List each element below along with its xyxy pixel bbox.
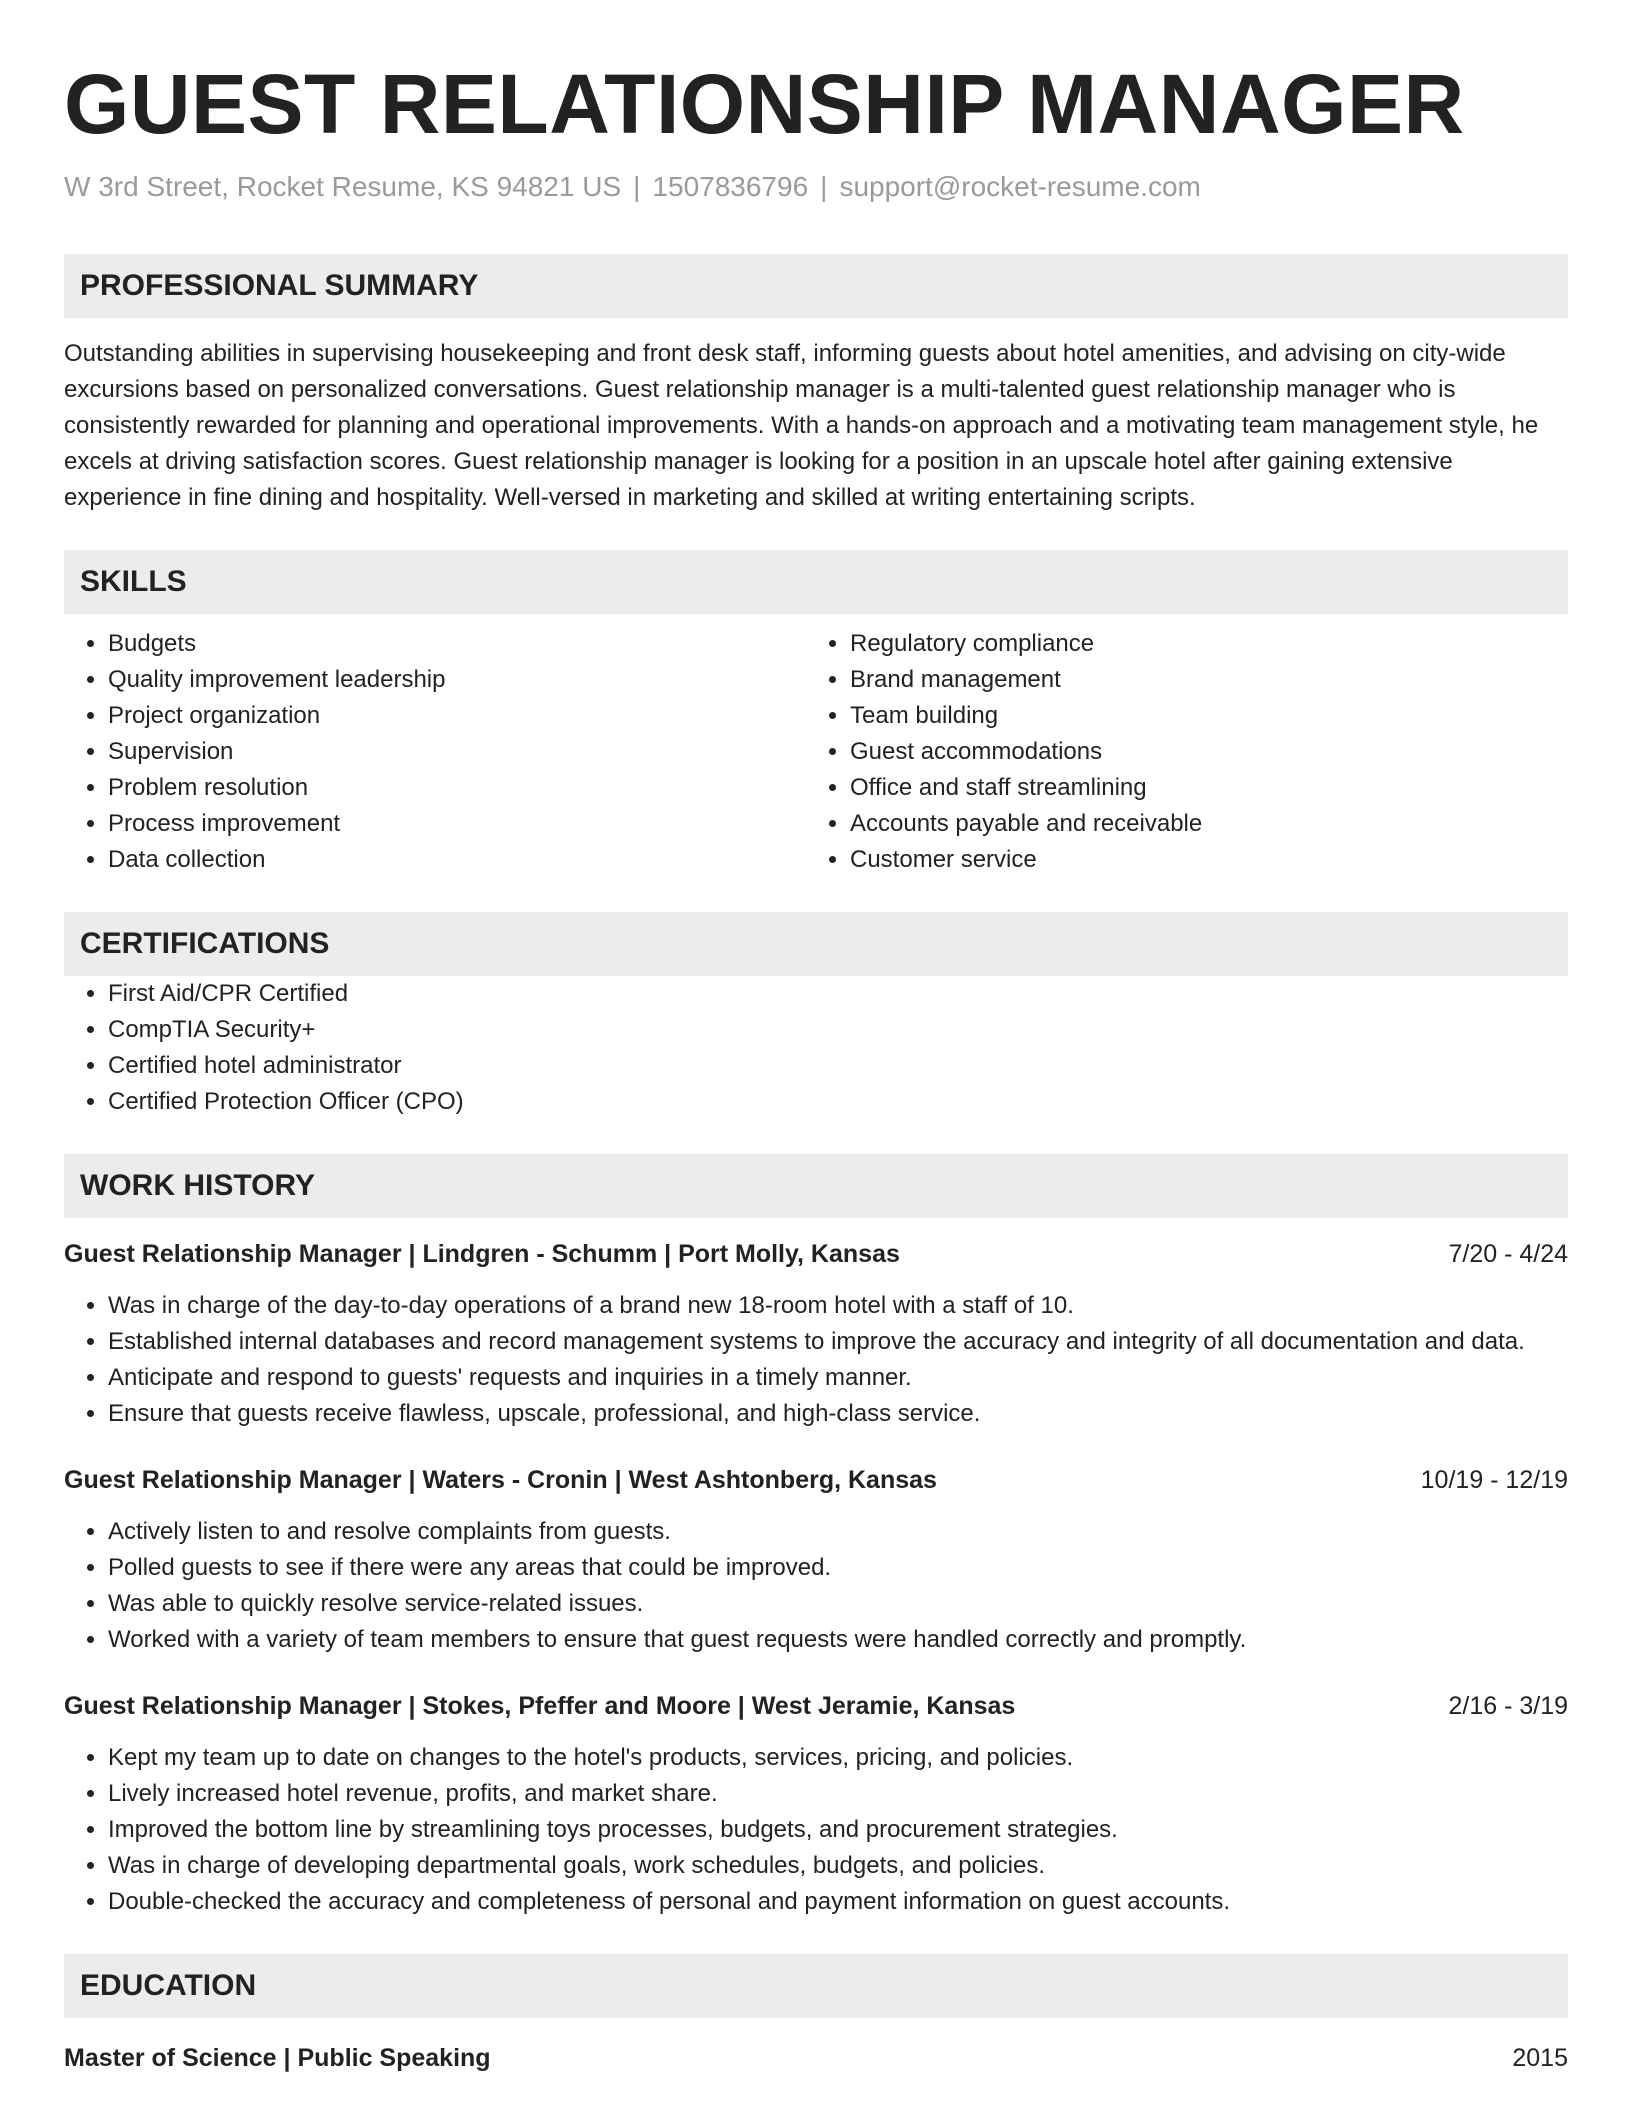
job-title: Guest Relationship Manager | Lindgren - Schumm | Port Molly, Kansas	[64, 1240, 900, 1268]
education-year: 2015	[1512, 2044, 1568, 2072]
job-header	[64, 1462, 1568, 1498]
job-header	[64, 1688, 1568, 1724]
job-bullet: • Improved the bottom line by streamlining toys processes, budgets, and procurement strategies.	[108, 1812, 1568, 1848]
skill-item: • Guest accommodations	[850, 734, 1548, 770]
skills-list-left	[64, 626, 806, 878]
job-bullet: • Double-checked the accuracy and completeness of personal and payment information on guest accounts.	[108, 1884, 1568, 1920]
certification-item: • CompTIA Security+	[108, 1012, 1568, 1048]
job-bullet: • Was in charge of developing departmental goals, work schedules, budgets, and policies.	[108, 1848, 1568, 1884]
skill-item: • Quality improvement leadership	[108, 662, 806, 698]
job-bullet: • Anticipate and respond to guests' requests and inquiries in a timely manner.	[108, 1360, 1568, 1396]
job-dates: 7/20 - 4/24	[1448, 1240, 1568, 1268]
contact-address: W 3rd Street, Rocket Resume, KS 94821 US	[64, 171, 622, 202]
job-bullet: • Was able to quickly resolve service-related issues.	[108, 1586, 1568, 1622]
certification-item: • Certified hotel administrator	[108, 1048, 1568, 1084]
job-bullet: • Was in charge of the day-to-day operations of a brand new 18-room hotel with a staff of 10.	[108, 1288, 1568, 1324]
skill-item: • Project organization	[108, 698, 806, 734]
candidate-name: GUEST RELATIONSHIP MANAGER	[64, 57, 1465, 151]
job-header	[64, 1236, 1568, 1272]
skills-grid	[64, 626, 1568, 878]
job-title: Guest Relationship Manager | Waters - Cronin | West Ashtonberg, Kansas	[64, 1466, 937, 1494]
skill-item: • Customer service	[850, 842, 1548, 878]
job-entry	[64, 1236, 1568, 1432]
skill-item: • Team building	[850, 698, 1548, 734]
education-degree: Master of Science | Public Speaking	[64, 2044, 491, 2072]
skill-item: • Problem resolution	[108, 770, 806, 806]
job-entry	[64, 1462, 1568, 1658]
job-bullets	[64, 1288, 1568, 1432]
job-bullets	[64, 1514, 1568, 1658]
section-heading-skills: SKILLS	[64, 550, 1568, 614]
job-entry	[64, 1688, 1568, 1920]
education-entry	[64, 2040, 1568, 2076]
job-bullet: • Polled guests to see if there were any areas that could be improved.	[108, 1550, 1568, 1586]
job-dates: 2/16 - 3/19	[1448, 1692, 1568, 1720]
job-bullet: • Actively listen to and resolve complaints from guests.	[108, 1514, 1568, 1550]
skill-item: • Data collection	[108, 842, 806, 878]
summary-text: Outstanding abilities in supervising housekeeping and front desk staff, informing guests about hotel amenities, and advising on city-wide excursions based on personalized conversations. Guest relationship manager is a multi-talented guest relationship manager who is consistently rewarded for planning and operational improvements. With a hands-on approach and a motivating team management style, he excels at driving satisfaction scores. Guest relationship manager is looking for a position in an upscale hotel after gaining extensive experience in fine dining and hospitality. Well-versed in marketing and skilled at writing entertaining scripts.	[64, 340, 1539, 511]
certification-item: • First Aid/CPR Certified	[108, 976, 1568, 1012]
skills-list-right	[806, 626, 1548, 878]
contact-email: support@rocket-resume.com	[839, 171, 1201, 202]
contact-separator: |	[633, 171, 641, 202]
job-bullet: • Kept my team up to date on changes to the hotel's products, services, pricing, and policies.	[108, 1740, 1568, 1776]
skill-item: • Process improvement	[108, 806, 806, 842]
skill-item: • Budgets	[108, 626, 806, 662]
skill-item: • Regulatory compliance	[850, 626, 1548, 662]
section-heading-summary: PROFESSIONAL SUMMARY	[64, 254, 1568, 318]
skills-column-right	[806, 626, 1548, 878]
job-bullets	[64, 1740, 1568, 1920]
section-heading-education: EDUCATION	[64, 1954, 1568, 2018]
job-bullet: • Lively increased hotel revenue, profits, and market share.	[108, 1776, 1568, 1812]
skill-item: • Brand management	[850, 662, 1548, 698]
certification-item: • Certified Protection Officer (CPO)	[108, 1084, 1568, 1120]
job-bullet: • Ensure that guests receive flawless, upscale, professional, and high-class service.	[108, 1396, 1568, 1432]
skill-item: • Office and staff streamlining	[850, 770, 1548, 806]
contact-line	[64, 170, 1568, 204]
certifications-list	[64, 976, 1568, 1120]
section-heading-certifications: CERTIFICATIONS	[64, 912, 1568, 976]
contact-phone: 1507836796	[652, 171, 809, 202]
job-dates: 10/19 - 12/19	[1420, 1466, 1568, 1494]
section-heading-work-history: WORK HISTORY	[64, 1154, 1568, 1218]
job-bullet: • Worked with a variety of team members to ensure that guest requests were handled correctly and promptly.	[108, 1622, 1568, 1658]
job-bullet: • Established internal databases and record management systems to improve the accuracy and integrity of all documentation and data.	[108, 1324, 1568, 1360]
contact-separator: |	[820, 171, 828, 202]
skills-column-left	[64, 626, 806, 878]
skill-item: • Supervision	[108, 734, 806, 770]
job-title: Guest Relationship Manager | Stokes, Pfeffer and Moore | West Jeramie, Kansas	[64, 1692, 1016, 1720]
skill-item: • Accounts payable and receivable	[850, 806, 1548, 842]
